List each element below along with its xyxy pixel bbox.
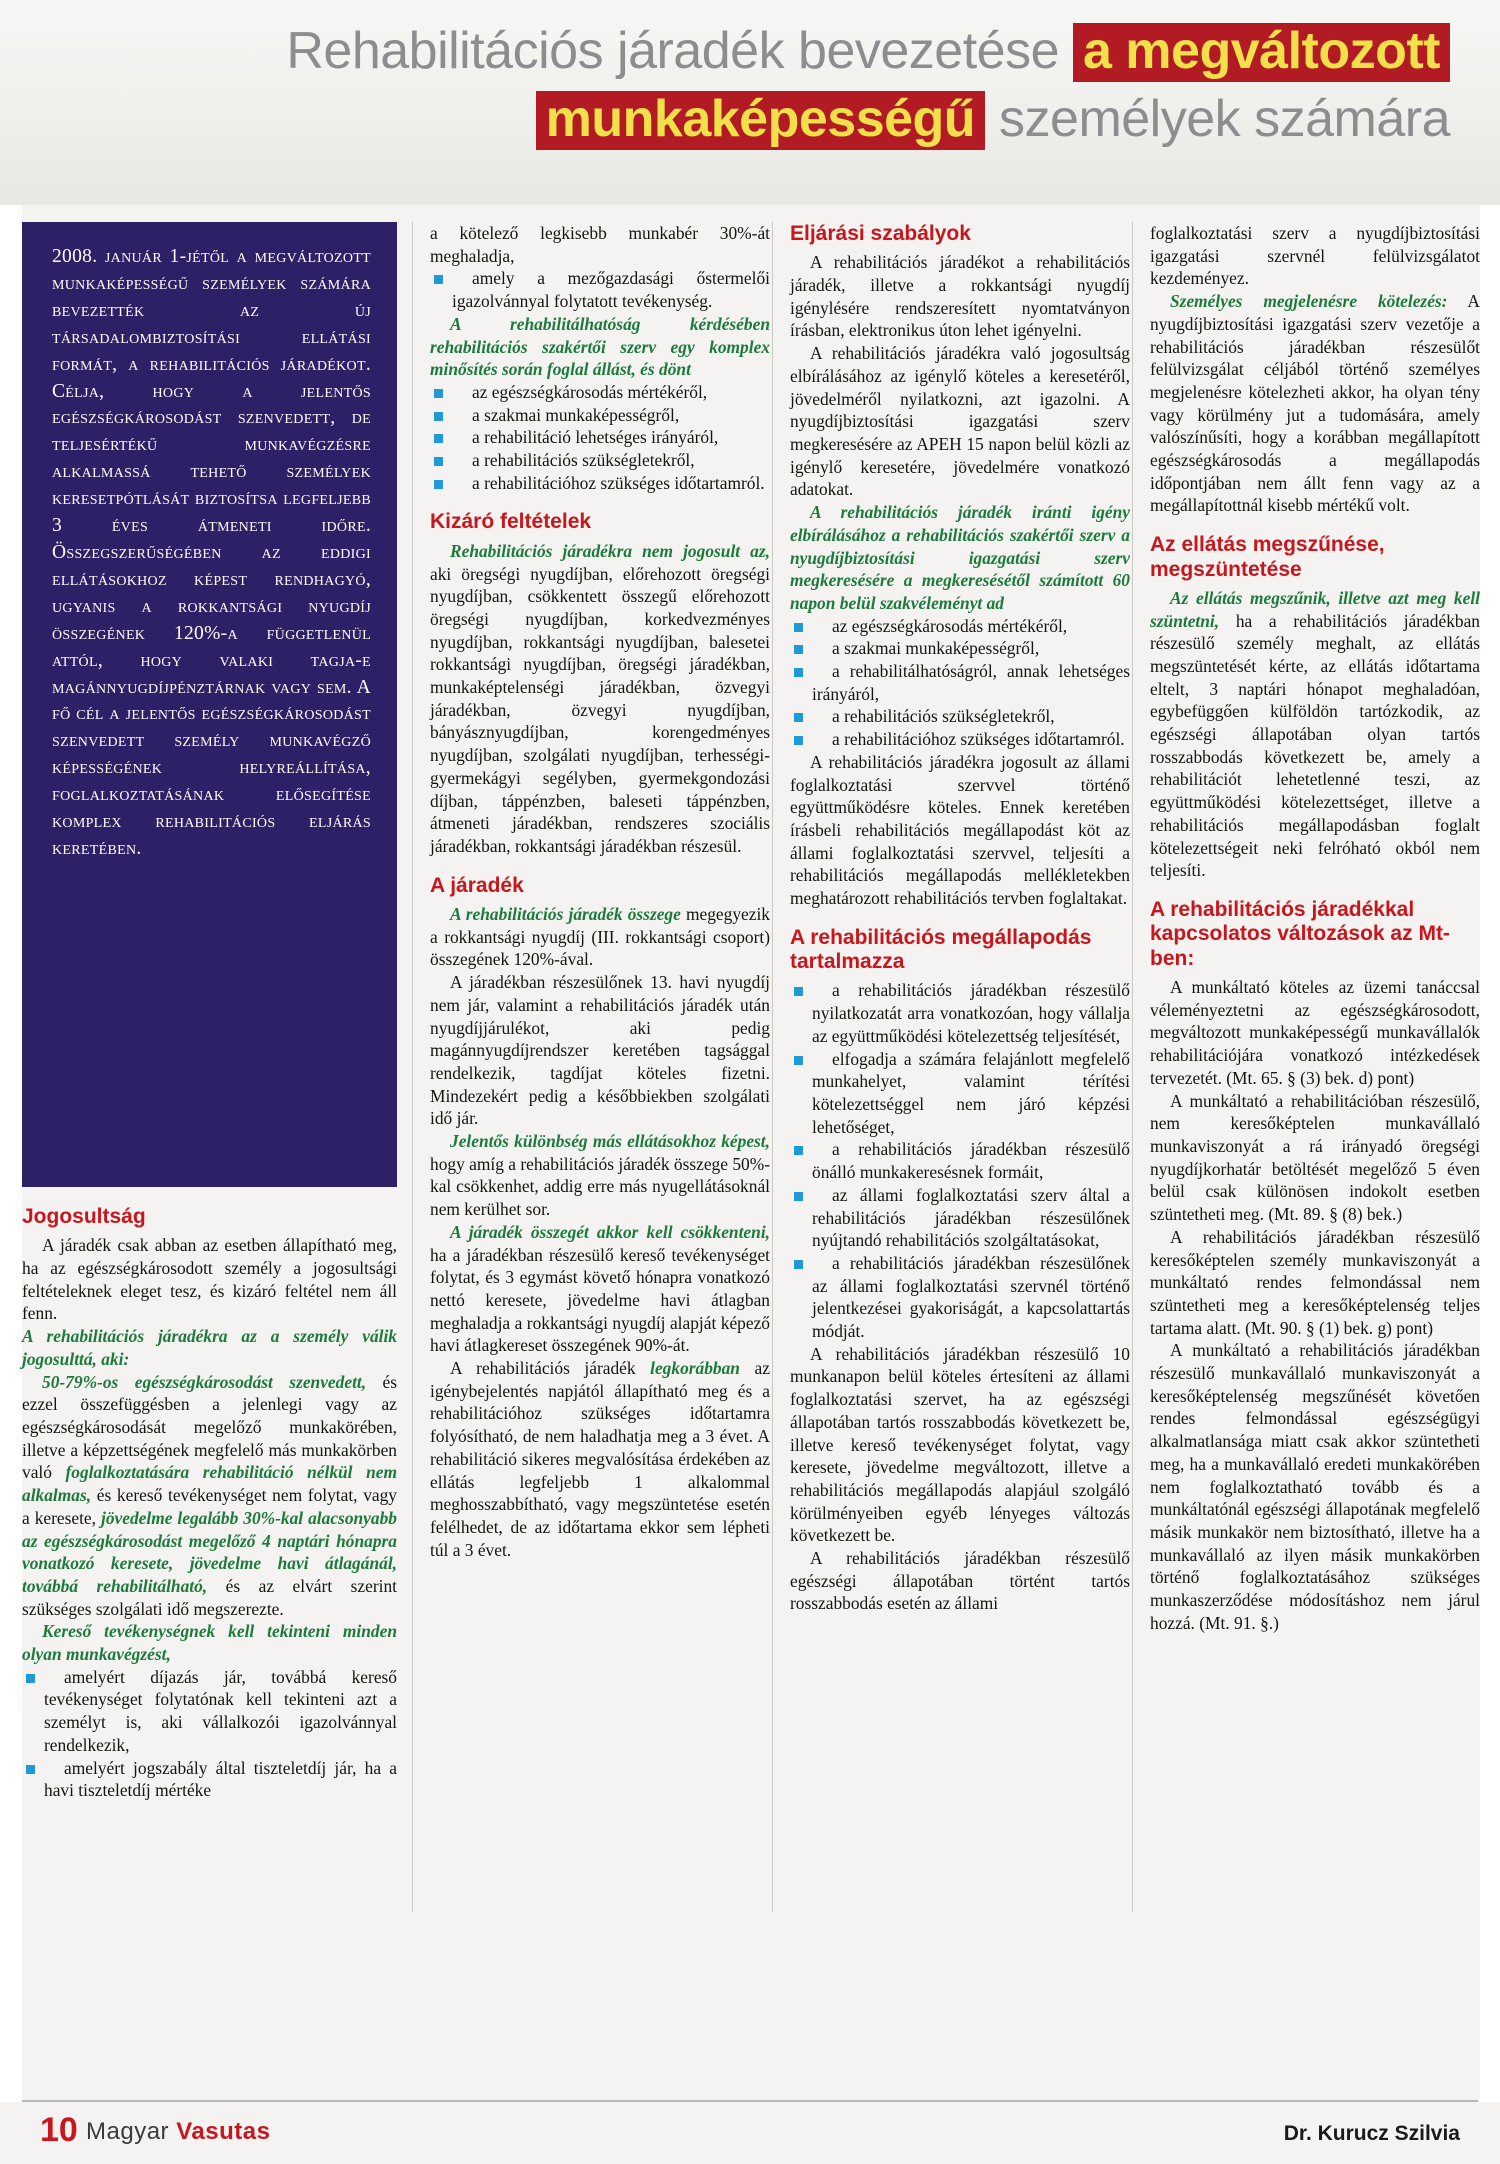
col1-bullet-2: amelyért jogszabály által tiszteletdíj jár, ha a havi tiszteletdíj mértéke <box>22 1757 397 1802</box>
col2-green-4: Jelentős különbség más ellátásokhoz képest, <box>450 1131 770 1152</box>
heading-rehab-megallapodas: A rehabilitációs megállapodás tartalmazza <box>790 925 1092 974</box>
col1-green-1: A rehabilitációs járadékra az a személy válik jogosulttá, aki: <box>22 1326 397 1369</box>
col2-p5: hogy amíg a rehabilitációs járadék összege 50%-kal csökkenhet, addig erre más nyugellátásoknál nem kerülhet sor. <box>430 1153 770 1220</box>
page-number: 10 <box>40 2111 78 2149</box>
col1-green-4: jövedelme legalább 30%-kal alacsonyabb az egészségkárosodást megelőző 4 naptári hónapra vonatkozó keresete, jövedelme havi átlagánál, továbbá rehabilitálható, <box>22 1507 397 1596</box>
title-line-2 <box>70 90 1450 150</box>
col2-green-5: A járadék összegét akkor kell csökkenteni, <box>450 1221 770 1242</box>
col4-p4: A munkáltató köteles az üzemi tanáccsal véleményeztetni az egészségkárosodott, megváltozott munkaképességű munkavállalók rehabilitációjára vonatkozó intézkedések tervezetét. (Mt. 65. § (3) bek. d) pont) <box>1150 977 1480 1088</box>
page-header <box>0 0 1500 205</box>
col1-green-2: 50-79%-os egészségkárosodást szenvedett, <box>42 1371 367 1392</box>
col2-p4: A járadékban részesülőnek 13. havi nyugdíj nem jár, valamint a rehabilitációs járadék után nyugdíjjárulékot, aki pedig magánnyugdíjrendszer keretében tagsággal rendelkezik, tagdíjat köteles fizetni. Mindezekért pedig a későbbiekben szolgálati idő jár. <box>430 972 770 1129</box>
col4-green-1: Személyes megjelenésre kötelezés: <box>1170 291 1448 312</box>
page-footer <box>0 2102 1500 2164</box>
column-3 <box>790 222 1130 1615</box>
col3-p2: A rehabilitációs járadékra való jogosultság elbírálásához az igénylő köteles a keresetéről, jövedelméről nyilatkozni, azt igazolni. A nyugdíjbiztosítási igazgatási szerv megkeresésére az APEH 15 napon belül közli az igénylő keresetére, jövedelmére vonatkozó adatokat. <box>790 343 1130 500</box>
col2-p6: ha a járadékban részesülő kereső tevékenységet folytat, és 3 egymást követő hónapra vonatkozó nettó keresete, jövedelme havi átlagban meghaladja a rokkantsági nyugdíj alapját képező havi átlagkereset összegének 90%-át. <box>430 1244 770 1356</box>
col2-bullet-4: a rehabilitáció lehetséges irányáról, <box>430 426 770 449</box>
col3-bullet-2: a szakmai munkaképességről, <box>790 637 1130 660</box>
col2-p8: az igénybejelentés napjától állapítható meg és a rehabilitációhoz szükséges időtartamra folyósítható, de nem haladhatja meg a 3 évet. A rehabilitáció sikeres megvalósítása érdekében az ellátás legfeljebb 1 alkalommal meghosszabbítható, vagy megszüntetése esetén felélhedet, de az időtartama ekkor sem lépheti túl a 3 évet. <box>430 1358 770 1560</box>
col3-bullet-7: elfogadja a számára felajánlott megfelelő munkahelyet, valamint térítési kötelezettséggel nem járó képzési lehetőséget, <box>790 1048 1130 1139</box>
col2-green-3: A rehabilitációs járadék összege <box>450 904 681 924</box>
lead-text: 2008. január 1-jétől a megváltozott munkaképességű személyek számára bevezették az új társadalombiztosítási ellátási formát, a rehabilitációs járadékot. Célja, hogy a jelentős egészségkárosodást szenvedett, de teljesértékű munkavégzésre alkalmassá tehető személyek keresetpótlását biztosítsa legfeljebb 3 éves átmeneti időre. Összegszerűségében az eddigi ellátásokhoz képest rendhagyó, ugyanis a rokkantsági nyugdíj összegének 120%-a függetlenül attól, hogy valaki tagja-e magánnyugdíjpénztárnak vagy sem. A fő cél a jelentős egészségkárosodást szenvedett személy munkavégző képességének helyreállítása, foglalkoztatásának elősegítése komplex rehabilitációs eljárás keretében. <box>52 246 371 859</box>
column-4 <box>1150 222 1480 1634</box>
column-1 <box>22 1205 397 1802</box>
col2-p1: a kötelező legkisebb munkabér 30%-át meghaladja, <box>430 223 770 266</box>
col2-p7: A rehabilitációs járadék <box>450 1358 651 1379</box>
heading-ellatas-megszunese: Az ellátás megszűnése, megszüntetése <box>1150 533 1385 581</box>
col4-p6: A rehabilitációs járadékban részesülő keresőképtelen személy munkaviszonyát a munkáltató rendes felmondással nem szüntetheti meg a keresőképtelenség teljes tartama alatt. (Mt. 90. § (1) bek. g) pont) <box>1150 1226 1480 1338</box>
col3-bullet-1: az egészségkárosodás mértékéről, <box>790 615 1130 638</box>
col1-green-5: Kereső tevékenységnek kell tekinteni minden olyan munkavégzést, <box>22 1621 397 1665</box>
right-margin <box>1480 0 1500 2164</box>
col2-bullet-1: amely a mezőgazdasági őstermelői igazolvánnyal folytatott tevékenység. <box>430 267 770 312</box>
magazine-prefix: Magyar <box>86 2118 177 2145</box>
article-byline: Dr. Kurucz Szilvia <box>1283 2122 1460 2145</box>
col2-bullet-2: az egészségkárosodás mértékéről, <box>430 381 770 404</box>
heading-jogosultsag: Jogosultság <box>22 1205 146 1228</box>
title-highlight-1: a megváltozott <box>1073 23 1450 82</box>
col3-bullet-4: a rehabilitációs szükségletekről, <box>790 705 1130 728</box>
col2-bullet-6: a rehabilitációhoz szükséges időtartamról. <box>430 472 770 495</box>
lead-box <box>22 222 397 1187</box>
col2-bullet-3: a szakmai munkaképességről, <box>430 404 770 427</box>
col1-p1: A járadék csak abban az esetben állapítható meg, ha az egészségkárosodott személy a jogosultsági feltételeknek eleget tesz, és kizáró feltétel nem áll fenn. <box>22 1235 397 1324</box>
col2-bullet-5: a rehabilitációs szükségletekről, <box>430 449 770 472</box>
col3-bullet-9: az állami foglalkoztatási szerv által a rehabilitációs járadékban részesülőnek nyújtandó rehabilitációs szolgáltatásokat, <box>790 1184 1130 1252</box>
heading-eljarasi-szabalyok: Eljárási szabályok <box>790 222 971 245</box>
col2-p2: aki öregségi nyugdíjban, előrehozott öregségi nyugdíjban, csökkentett összegű előrehozott öregségi nyugdíjban, korkedvezményes nyugdíjban, rokkantsági nyugdíjban, balesetei rokkantsági nyugdíjban, öregségi járadékban, munkaképtelenségi járadékban, özvegyi járadékban, özvegyi nyugdíjban, bányásznyugdíjban, korengedményes nyugdíjban, szolgálati nyugdíjban, terhességi-gyermekágyi segélyben, gyermekgondozási díjban, táppénzben, baleseti táppénzben, átmeneti járadékban, rendszeres szociális járadékban, rokkantsági járadékban részesül. <box>430 563 770 856</box>
col2-green-2: Rehabilitációs járadékra nem jogosult az, <box>450 540 770 561</box>
col4-green-2: Az ellátás megszűnik, illetve azt meg kell szüntetni, <box>1150 587 1480 631</box>
col1-green-3: foglalkoztatására rehabilitáció nélkül nem alkalmas, <box>22 1462 397 1506</box>
col3-green-1: A rehabilitációs járadék iránti igény elbírálásához a rehabilitációs szakértői szerv a nyugdíjbiztosítási igazgatási szerv megkeresésére a megkeresésétől számított 60 napon belül szakvéleményt ad <box>790 502 1130 613</box>
heading-kizaro-feltetelek: Kizáró feltételek <box>430 510 592 534</box>
magazine-name <box>86 2118 270 2146</box>
col1-p2: és ezzel összefüggésben a jelenlegi vagy az egészségkárosodását megelőző munkakörében, illetve a képzettségének megfelelő más munkakörben való <box>22 1371 397 1483</box>
heading-a-jaradek: A járadék <box>430 873 524 897</box>
col1-p4: és az elvárt szerint szükséges szolgálati idő megszerezte. <box>22 1575 397 1619</box>
col3-p1: A rehabilitációs járadékot a rehabilitációs járadék, illetve a rokkantsági nyugdíj igénylésére rendszeresített nyomtatványon írásban, elektronikus úton lehet igényelni. <box>790 252 1130 341</box>
page-title <box>70 22 1450 150</box>
heading-mt-valtozasok: A rehabilitációs járadékkal kapcsolatos változások az Mt-ben: <box>1150 898 1450 970</box>
col2-green-1: A rehabilitálhatóság kérdésében rehabilitációs szakértői szerv egy komplex minősítés során foglal állást, és dönt <box>430 313 770 380</box>
col1-p3: és kereső tevékenységet nem folytat, vagy a keresete, <box>22 1485 397 1528</box>
col4-p3: ha a rehabilitációs járadékban részesülő személy meghalt, az ellátás megszüntetését kérte, az ellátás időtartama eltelt, 3 naptári hónapot meghaladóan, egybefüggően külföldön tartózkodik, az egészségi állapotában olyan tartós rosszabbodás következett be, amely a rehabilitációt lehetetlenné teszi, az együttműködési kötelezettséget, illetve a rehabilitációs megállapodásban foglalt kötelezettségeit neki felróható okból nem teljesíti. <box>1150 610 1480 881</box>
col4-p2: A nyugdíjbiztosítási igazgatási szerv vezetője a rehabilitációs járadékban részesülőt felülvizsgálat céljából történő személyes megjelenésre kötelezheti akkor, ha olyan tény vagy körülmény jut a tudomására, amely valószínűsíti, hogy a korábban megállapított egészségkárosodás a megállapodás időpontjában nem állt fenn vagy az a megállapítottnál kisebb mértékű volt. <box>1150 291 1480 516</box>
col2-p3: megegyezik a rokkantsági nyugdíj (III. rokkantsági csoport) összegének 120%-ával. <box>430 904 770 970</box>
left-margin <box>0 0 22 2164</box>
col4-p5: A munkáltató a rehabilitációban részesülő, nem keresőképtelen munkavállaló munkaviszonyát a rá irányadó öregségi nyugdíjkorhatár betöltését megelőző 5 éven belül csak különösen indokolt esetben szüntetheti meg. (Mt. 89. § (8) bek.) <box>1150 1090 1480 1225</box>
col3-bullet-6: a rehabilitációs járadékban részesülő nyilatkozatát arra vonatkozóan, hogy vállalja az együttműködési kötelezettség teljesítését, <box>790 979 1130 1047</box>
col4-p1: foglalkoztatási szerv a nyugdíjbiztosítási igazgatási szervnél felülvizsgálatot kezdeményez. <box>1150 223 1480 289</box>
col1-bullet-1: amelyért díjazás jár, továbbá kereső tevékenységet folytatónak kell tekinteni azt a személyt is, aki vállalkozói igazolvánnyal rendelkezik, <box>22 1666 397 1757</box>
magazine-title: Vasutas <box>176 2118 271 2145</box>
title-highlight-2: munkaképességű <box>536 91 985 150</box>
col2-green-6: legkorábban <box>650 1358 740 1379</box>
col3-bullet-3: a rehabilitálhatóságról, annak lehetséges irányáról, <box>790 660 1130 705</box>
col3-bullet-10: a rehabilitációs járadékban részesülőnek az állami foglalkoztatási szervnél történő jelentkezései gyakoriságát, a kapcsolattartás módját. <box>790 1252 1130 1343</box>
col3-p5: A rehabilitációs járadékban részesülő egészségi állapotában történt tartós rosszabbodás esetén az állami <box>790 1548 1130 1614</box>
col3-bullet-5: a rehabilitációhoz szükséges időtartamról. <box>790 728 1130 751</box>
column-2 <box>430 222 770 1561</box>
title-part-1: Rehabilitációs járadék bevezetése <box>286 22 1073 80</box>
col3-bullet-8: a rehabilitációs járadékban részesülő önálló munkakeresésnek formáit, <box>790 1138 1130 1183</box>
col3-p3: A rehabilitációs járadékra jogosult az állami foglalkoztatási szervvel történő együttműködésre köteles. Ennek keretében írásbeli rehabilitációs megállapodást köt az állami foglalkoztatási szervvel, teljesíti a rehabilitációs megállapodás mellékletekben meghatározott rehabilitációs tervben foglaltakat. <box>790 751 1130 909</box>
title-part-2: személyek számára <box>985 90 1450 148</box>
col3-p4: A rehabilitációs járadékban részesülő 10 munkanapon belül köteles értesíteni az állami foglalkoztatási szervet, ha az egészségi állapotában tartós rosszabbodás következett be, illetve kereső tevékenységet folytat, vagy keresete, jövedelme megváltozott, illetve a rehabilitációs megállapodás alapjául szolgáló körülményeiben egyéb lényeges változás következett be. <box>790 1343 1130 1546</box>
col4-p7: A munkáltató a rehabilitációs járadékban részesülő munkavállaló munkaviszonyát a keresőképtelenség megszűnését követően rendes felmondással egészségügyi alkalmatlansága miatt csak akkor szüntetheti meg, ha a munkavállaló eredeti munkakörében nem foglalkoztatható tovább és a munkáltatónál egészségi állapotának megfelelő másik munkakör nem biztosítható, illetve ha a munkavállaló az ilyen másik munkakörben történő foglalkoztatásához szükséges munkaszerződése módosításhoz nem járul hozzá. (Mt. 91. §.) <box>1150 1340 1480 1633</box>
